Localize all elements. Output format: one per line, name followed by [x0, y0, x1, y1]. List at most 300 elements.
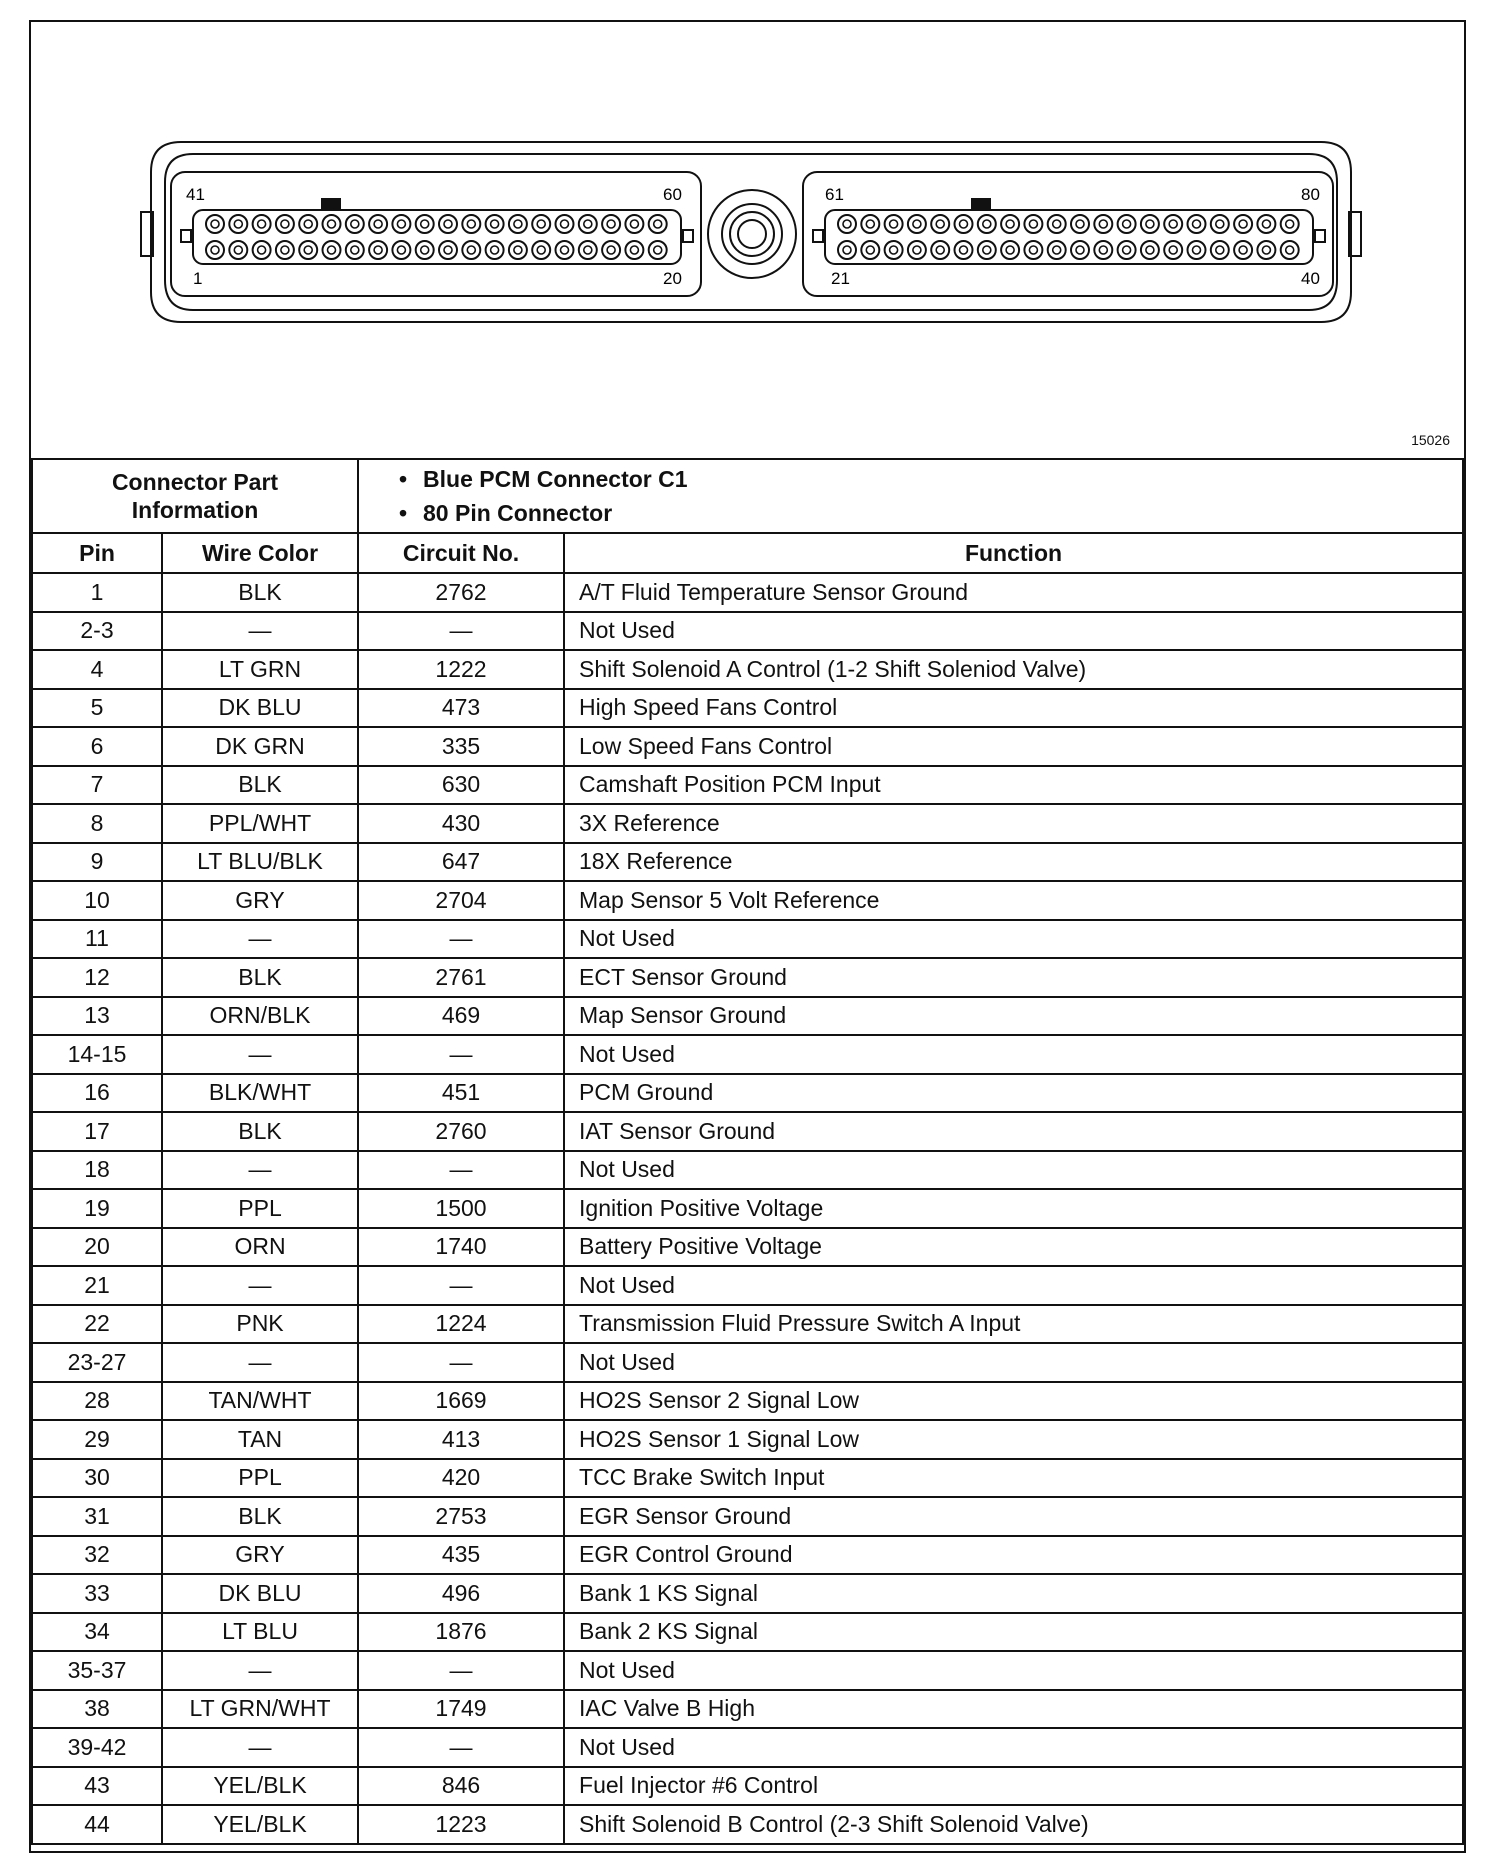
pin-cell: 32	[32, 1536, 162, 1575]
pin-hole	[1281, 215, 1299, 233]
wire-color-cell: —	[162, 1651, 358, 1690]
circuit-cell: 1740	[358, 1228, 564, 1267]
pin-hole-center	[491, 220, 499, 228]
circuit-cell: 1669	[358, 1382, 564, 1421]
wire-color-cell: YEL/BLK	[162, 1767, 358, 1806]
pin-cell: 33	[32, 1574, 162, 1613]
pin-hole	[838, 215, 856, 233]
pin-cell: 19	[32, 1189, 162, 1228]
pin-hole	[1211, 241, 1229, 259]
pin-hole-center	[866, 246, 874, 254]
pin-table	[31, 458, 1464, 1845]
function-cell: Low Speed Fans Control	[564, 727, 1463, 766]
pin-cell: 31	[32, 1497, 162, 1536]
pin-hole-center	[936, 246, 944, 254]
pin-hole	[532, 215, 550, 233]
wire-color-cell: —	[162, 1266, 358, 1305]
pin-hole-center	[654, 220, 662, 228]
connector-info-notes	[358, 459, 1463, 533]
pin-cell: 5	[32, 689, 162, 728]
pin-hole-center	[444, 220, 452, 228]
function-cell: Not Used	[564, 612, 1463, 651]
bullet-icon: •	[399, 500, 408, 526]
function-cell: IAC Valve B High	[564, 1690, 1463, 1729]
pin-cell: 39-42	[32, 1728, 162, 1767]
pin-hole-center	[1006, 246, 1014, 254]
pin-hole-center	[467, 220, 475, 228]
pin-cell: 4	[32, 650, 162, 689]
pin-hole	[369, 215, 387, 233]
pin-hole	[1048, 241, 1066, 259]
pin-hole-center	[890, 220, 898, 228]
pin-hole	[1094, 241, 1112, 259]
function-cell: 18X Reference	[564, 843, 1463, 882]
table-row	[32, 1805, 1463, 1844]
pin-hole	[1281, 241, 1299, 259]
pin-cell: 34	[32, 1613, 162, 1652]
connector-diagram	[31, 22, 1464, 460]
wire-color-cell: GRY	[162, 881, 358, 920]
wire-color-cell: PPL/WHT	[162, 804, 358, 843]
pin-label-1: 1	[193, 269, 203, 288]
pin-hole	[299, 215, 317, 233]
pin-cell: 16	[32, 1074, 162, 1113]
pin-hole-center	[281, 246, 289, 254]
pin-hole-center	[1193, 220, 1201, 228]
pin-hole-center	[444, 246, 452, 254]
table-row	[32, 1613, 1463, 1652]
pin-hole	[439, 215, 457, 233]
table-row	[32, 1651, 1463, 1690]
pin-cell: 28	[32, 1382, 162, 1421]
wire-color-cell: BLK	[162, 766, 358, 805]
pin-rows	[32, 573, 1463, 1844]
pin-cell: 30	[32, 1459, 162, 1498]
pin-hole	[1024, 241, 1042, 259]
pin-hole	[1211, 215, 1229, 233]
table-row	[32, 920, 1463, 959]
wire-color-cell: PNK	[162, 1305, 358, 1344]
function-cell: Shift Solenoid B Control (2-3 Shift Solenoid Valve)	[564, 1805, 1463, 1844]
left-key-square-2	[683, 230, 693, 242]
pin-label-21: 21	[831, 269, 850, 288]
table-header-row	[32, 533, 1463, 573]
circuit-cell: 473	[358, 689, 564, 728]
pin-hole-center	[1216, 220, 1224, 228]
left-polarization-tab	[321, 198, 341, 210]
pin-label-20: 20	[663, 269, 682, 288]
function-cell: PCM Ground	[564, 1074, 1463, 1113]
wire-color-cell: BLK	[162, 1112, 358, 1151]
pin-cell: 43	[32, 1767, 162, 1806]
function-cell: HO2S Sensor 2 Signal Low	[564, 1382, 1463, 1421]
pin-hole-center	[304, 220, 312, 228]
pin-hole	[602, 241, 620, 259]
pin-label-41: 41	[186, 185, 205, 204]
wire-color-cell: BLK	[162, 1497, 358, 1536]
function-cell: Fuel Injector #6 Control	[564, 1767, 1463, 1806]
function-cell: Battery Positive Voltage	[564, 1228, 1463, 1267]
pin-hole-center	[983, 220, 991, 228]
table-row	[32, 1035, 1463, 1074]
pin-hole-center	[211, 246, 219, 254]
pin-hole-center	[491, 246, 499, 254]
function-cell: TCC Brake Switch Input	[564, 1459, 1463, 1498]
pin-hole	[1071, 215, 1089, 233]
pin-hole-center	[630, 246, 638, 254]
table-row	[32, 1459, 1463, 1498]
wire-color-cell: LT GRN/WHT	[162, 1690, 358, 1729]
pin-cell: 23-27	[32, 1343, 162, 1382]
wire-color-cell: PPL	[162, 1189, 358, 1228]
circuit-cell: —	[358, 920, 564, 959]
pin-hole-center	[1239, 246, 1247, 254]
function-cell: Not Used	[564, 1151, 1463, 1190]
function-cell: Map Sensor 5 Volt Reference	[564, 881, 1463, 920]
circuit-cell: 846	[358, 1767, 564, 1806]
column-header-function: Function	[564, 533, 1463, 573]
wire-color-cell: DK GRN	[162, 727, 358, 766]
pin-hole	[439, 241, 457, 259]
column-header-circuit-no: Circuit No.	[358, 533, 564, 573]
pin-hole	[1164, 241, 1182, 259]
pin-hole-center	[351, 220, 359, 228]
table-row	[32, 573, 1463, 612]
pin-hole-center	[258, 220, 266, 228]
table-row	[32, 1420, 1463, 1459]
pin-cell: 14-15	[32, 1035, 162, 1074]
pin-hole	[1234, 241, 1252, 259]
pin-hole	[299, 241, 317, 259]
pin-hole	[346, 215, 364, 233]
table-row	[32, 1074, 1463, 1113]
pin-cell: 2-3	[32, 612, 162, 651]
pin-cell: 12	[32, 958, 162, 997]
pin-hole-center	[561, 220, 569, 228]
pin-cell: 11	[32, 920, 162, 959]
pin-hole-center	[1006, 220, 1014, 228]
pin-hole-center	[913, 246, 921, 254]
function-cell: HO2S Sensor 1 Signal Low	[564, 1420, 1463, 1459]
pin-cell: 20	[32, 1228, 162, 1267]
table-row	[32, 1189, 1463, 1228]
circuit-cell: —	[358, 1151, 564, 1190]
table-row	[32, 1574, 1463, 1613]
pin-hole-center	[397, 246, 405, 254]
circuit-cell: 1749	[358, 1690, 564, 1729]
connector-info-label-line2: Information	[131, 497, 259, 523]
circuit-cell: 430	[358, 804, 564, 843]
pin-cell: 29	[32, 1420, 162, 1459]
circuit-cell: 2762	[358, 573, 564, 612]
pin-cell: 35-37	[32, 1651, 162, 1690]
pin-hole	[253, 241, 271, 259]
pin-hole-center	[1169, 246, 1177, 254]
table-row	[32, 1767, 1463, 1806]
pin-hole	[931, 241, 949, 259]
pin-hole	[392, 241, 410, 259]
figure-id: 15026	[1411, 432, 1450, 448]
circuit-cell: 496	[358, 1574, 564, 1613]
table-row	[32, 1305, 1463, 1344]
table-row	[32, 1112, 1463, 1151]
right-pin-shroud	[825, 210, 1313, 264]
center-bolt-ring-inner	[730, 212, 774, 256]
pin-cell: 9	[32, 843, 162, 882]
circuit-cell: 2704	[358, 881, 564, 920]
right-pin-block	[803, 172, 1333, 296]
circuit-cell: 451	[358, 1074, 564, 1113]
pin-hole	[1048, 215, 1066, 233]
wire-color-cell: —	[162, 612, 358, 651]
pin-hole	[1001, 215, 1019, 233]
pin-hole-center	[607, 246, 615, 254]
pin-hole-center	[211, 220, 219, 228]
pin-hole-center	[234, 246, 242, 254]
pin-hole-center	[1193, 246, 1201, 254]
pin-hole	[1001, 241, 1019, 259]
pin-hole	[556, 241, 574, 259]
pin-hole	[908, 215, 926, 233]
pin-hole	[931, 215, 949, 233]
pin-hole-center	[1099, 220, 1107, 228]
function-cell: Bank 1 KS Signal	[564, 1574, 1463, 1613]
table-row	[32, 1228, 1463, 1267]
table-row	[32, 766, 1463, 805]
pin-hole	[838, 241, 856, 259]
pin-hole-center	[630, 220, 638, 228]
pin-hole-center	[537, 220, 545, 228]
pin-hole-center	[1216, 246, 1224, 254]
table-row	[32, 958, 1463, 997]
pin-hole-center	[1029, 246, 1037, 254]
circuit-cell: 420	[358, 1459, 564, 1498]
circuit-cell: 1223	[358, 1805, 564, 1844]
pin-hole-center	[607, 220, 615, 228]
pin-cell: 7	[32, 766, 162, 805]
pin-hole	[486, 215, 504, 233]
pin-hole-center	[1286, 220, 1294, 228]
pin-hole	[579, 241, 597, 259]
table-row	[32, 804, 1463, 843]
function-cell: Not Used	[564, 1343, 1463, 1382]
connector-sheet	[29, 20, 1466, 1853]
pin-cell: 44	[32, 1805, 162, 1844]
pin-hole	[416, 241, 434, 259]
table-row	[32, 1266, 1463, 1305]
wire-color-cell: BLK/WHT	[162, 1074, 358, 1113]
wire-color-cell: GRY	[162, 1536, 358, 1575]
circuit-cell: —	[358, 1266, 564, 1305]
connector-figure	[31, 22, 1464, 460]
pin-hole-center	[890, 246, 898, 254]
pin-hole	[323, 241, 341, 259]
pin-hole	[955, 215, 973, 233]
pin-label-60: 60	[663, 185, 682, 204]
pin-hole	[229, 241, 247, 259]
circuit-cell: —	[358, 1343, 564, 1382]
pin-hole-center	[1169, 220, 1177, 228]
circuit-cell: 2760	[358, 1112, 564, 1151]
function-cell: Ignition Positive Voltage	[564, 1189, 1463, 1228]
pin-hole	[1071, 241, 1089, 259]
pin-cell: 8	[32, 804, 162, 843]
pin-hole	[885, 215, 903, 233]
pin-hole	[509, 241, 527, 259]
right-key-square-2	[1315, 230, 1325, 242]
connector-housing-inner-outline	[165, 154, 1337, 310]
function-cell: Bank 2 KS Signal	[564, 1613, 1463, 1652]
connector-info-label	[32, 459, 358, 533]
pin-hole-center	[1053, 246, 1061, 254]
pin-hole-center	[1146, 220, 1154, 228]
pin-hole	[206, 241, 224, 259]
circuit-cell: —	[358, 1651, 564, 1690]
circuit-cell: —	[358, 612, 564, 651]
pin-hole-center	[561, 246, 569, 254]
circuit-cell: 469	[358, 997, 564, 1036]
connector-note: • Blue PCM Connector C1	[399, 462, 1462, 496]
pin-hole-center	[936, 220, 944, 228]
right-key-square	[813, 230, 823, 242]
function-cell: Shift Solenoid A Control (1-2 Shift Soleniod Valve)	[564, 650, 1463, 689]
function-cell: Camshaft Position PCM Input	[564, 766, 1463, 805]
pin-hole-center	[328, 220, 336, 228]
pin-hole-center	[1076, 246, 1084, 254]
pin-hole	[1141, 241, 1159, 259]
pin-hole-center	[234, 220, 242, 228]
function-cell: A/T Fluid Temperature Sensor Ground	[564, 573, 1463, 612]
function-cell: Not Used	[564, 1728, 1463, 1767]
pin-hole	[1118, 215, 1136, 233]
wire-color-cell: BLK	[162, 573, 358, 612]
table-row	[32, 997, 1463, 1036]
column-header-pin: Pin	[32, 533, 162, 573]
pin-hole-center	[328, 246, 336, 254]
pin-hole	[602, 215, 620, 233]
wire-color-cell: —	[162, 920, 358, 959]
pin-hole-center	[1262, 246, 1270, 254]
pin-hole	[1024, 215, 1042, 233]
pin-cell: 17	[32, 1112, 162, 1151]
pin-hole-center	[654, 246, 662, 254]
function-cell: Not Used	[564, 1035, 1463, 1074]
connector-info-row	[32, 459, 1463, 533]
pin-hole	[462, 241, 480, 259]
pin-hole	[509, 215, 527, 233]
function-cell: High Speed Fans Control	[564, 689, 1463, 728]
pin-hole	[416, 215, 434, 233]
wire-color-cell: —	[162, 1728, 358, 1767]
pin-hole	[908, 241, 926, 259]
pin-hole	[532, 241, 550, 259]
pin-hole-center	[397, 220, 405, 228]
pin-hole-center	[1262, 220, 1270, 228]
pin-hole	[369, 241, 387, 259]
center-bolt-core	[738, 220, 766, 248]
pin-cell: 21	[32, 1266, 162, 1305]
pin-hole-center	[1029, 220, 1037, 228]
circuit-cell: 335	[358, 727, 564, 766]
pin-hole	[861, 215, 879, 233]
function-cell: Not Used	[564, 920, 1463, 959]
pin-hole	[1094, 215, 1112, 233]
circuit-cell: 435	[358, 1536, 564, 1575]
circuit-cell: 413	[358, 1420, 564, 1459]
pin-hole	[625, 241, 643, 259]
circuit-cell: 1876	[358, 1613, 564, 1652]
pin-hole-center	[584, 246, 592, 254]
function-cell: EGR Sensor Ground	[564, 1497, 1463, 1536]
pin-cell: 1	[32, 573, 162, 612]
pin-hole-center	[374, 246, 382, 254]
wire-color-cell: —	[162, 1343, 358, 1382]
pin-hole-center	[537, 246, 545, 254]
pin-hole	[1188, 241, 1206, 259]
pin-hole	[625, 215, 643, 233]
pin-hole-center	[304, 246, 312, 254]
pin-hole-center	[1286, 246, 1294, 254]
pin-hole	[486, 241, 504, 259]
pin-hole-center	[983, 246, 991, 254]
circuit-cell: 647	[358, 843, 564, 882]
function-cell: IAT Sensor Ground	[564, 1112, 1463, 1151]
column-header-wire-color: Wire Color	[162, 533, 358, 573]
wire-color-cell: LT BLU/BLK	[162, 843, 358, 882]
circuit-cell: 630	[358, 766, 564, 805]
pin-hole	[1257, 215, 1275, 233]
pin-hole-center	[281, 220, 289, 228]
pin-hole	[253, 215, 271, 233]
pin-hole-center	[1053, 220, 1061, 228]
pin-hole-center	[866, 220, 874, 228]
pin-hole	[346, 241, 364, 259]
circuit-cell: 2753	[358, 1497, 564, 1536]
pin-hole	[276, 241, 294, 259]
function-cell: Map Sensor Ground	[564, 997, 1463, 1036]
pin-hole	[229, 215, 247, 233]
pin-cell: 13	[32, 997, 162, 1036]
pin-hole-center	[421, 220, 429, 228]
pin-hole-center	[1123, 246, 1131, 254]
pin-label-61: 61	[825, 185, 844, 204]
pin-hole	[649, 241, 667, 259]
pin-hole-center	[421, 246, 429, 254]
pin-hole	[885, 241, 903, 259]
pin-hole	[206, 215, 224, 233]
wire-color-cell: DK BLU	[162, 1574, 358, 1613]
pin-hole	[462, 215, 480, 233]
pin-hole	[1141, 215, 1159, 233]
pin-hole	[1188, 215, 1206, 233]
pin-label-40: 40	[1301, 269, 1320, 288]
circuit-cell: 1224	[358, 1305, 564, 1344]
pin-hole	[1164, 215, 1182, 233]
pin-hole-center	[514, 246, 522, 254]
pin-label-80: 80	[1301, 185, 1320, 204]
pin-hole-center	[351, 246, 359, 254]
pin-hole-center	[514, 220, 522, 228]
table-row	[32, 1497, 1463, 1536]
circuit-cell: 1500	[358, 1189, 564, 1228]
wire-color-cell: LT GRN	[162, 650, 358, 689]
wire-color-cell: ORN	[162, 1228, 358, 1267]
pin-hole	[861, 241, 879, 259]
pin-hole-center	[1123, 220, 1131, 228]
wire-color-cell: LT BLU	[162, 1613, 358, 1652]
pin-hole	[978, 241, 996, 259]
circuit-cell: 1222	[358, 650, 564, 689]
